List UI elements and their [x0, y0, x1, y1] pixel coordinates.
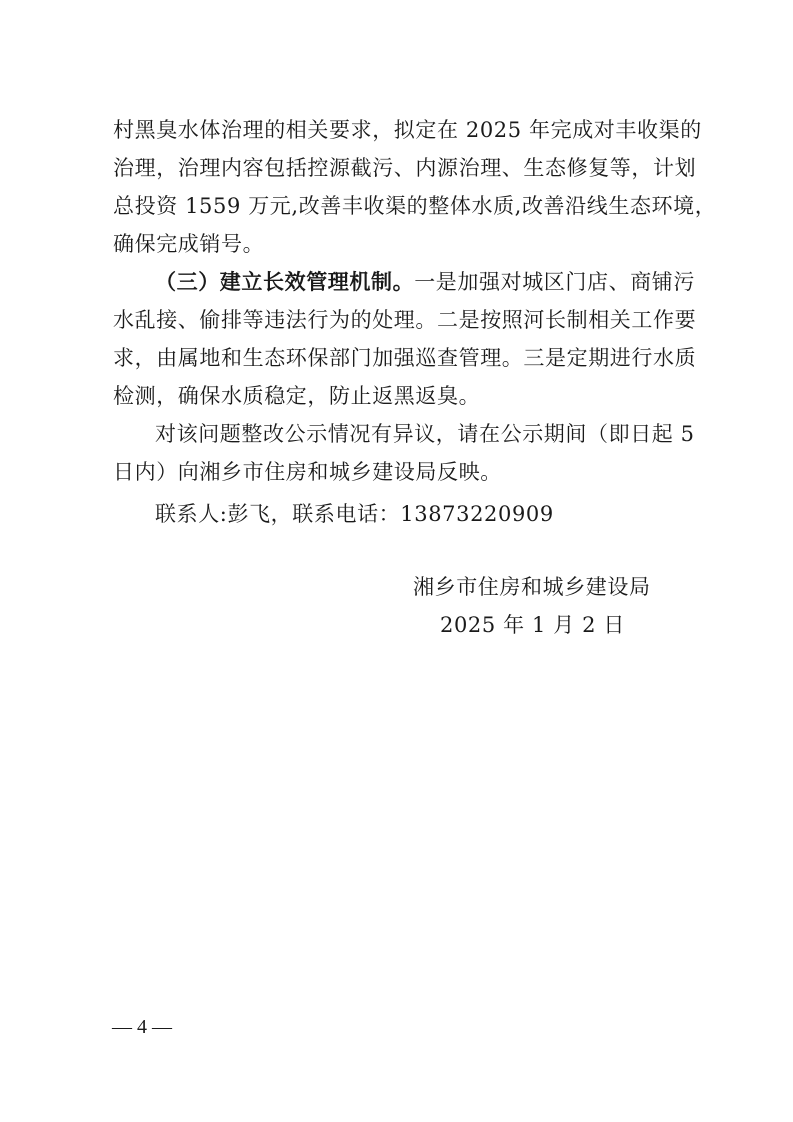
body-line: 日内）向湘乡市住房和城乡建设局反映。	[113, 460, 502, 484]
body-line: 总投资 1559 万元,改善丰收渠的整体水质,改善沿线生态环境，	[113, 194, 717, 218]
body-line: 治理，治理内容包括控源截污、内源治理、生态修复等，计划	[113, 156, 697, 180]
body-text: 一是加强对城区门店、商铺污	[414, 270, 696, 294]
body-line: 检测，确保水质稳定，防止返黑返臭。	[113, 384, 481, 408]
signature-date: 2025 年 1 月 2 日	[440, 613, 625, 637]
body-line: 村黑臭水体治理的相关要求，拟定在 2025 年完成对丰收渠的	[113, 118, 702, 142]
contact-line: 联系人:彭飞，联系电话：13873220909	[155, 502, 554, 526]
signature-organization: 湘乡市住房和城乡建设局	[413, 575, 651, 599]
body-line: 水乱接、偷排等违法行为的处理。二是按照河长制相关工作要	[113, 308, 697, 332]
page-number: — 4 —	[112, 1016, 172, 1038]
body-line: 求，由属地和生态环保部门加强巡查管理。三是定期进行水质	[113, 346, 697, 370]
section-three-first-line	[155, 263, 696, 301]
body-line: 对该问题整改公示情况有异议，请在公示期间（即日起 5	[155, 422, 695, 446]
section-heading: （三）建立长效管理机制。	[155, 270, 415, 294]
body-line: 确保完成销号。	[113, 232, 265, 256]
